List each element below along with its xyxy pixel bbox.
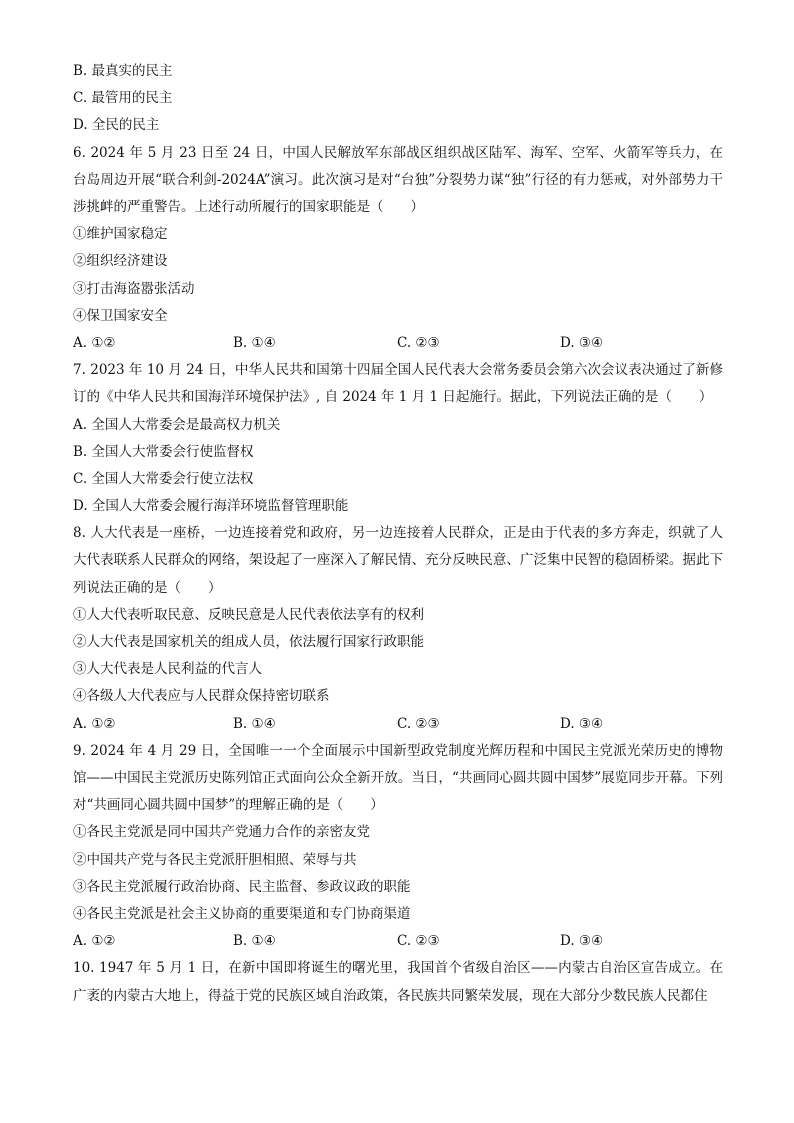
q7-stem: 7. 2023 年 10 月 24 日，中华人民共和国第十四届全国人民代表大会常务委员会第六次会议表决通过了新修订的《中华人民共和国海洋环境保护法》, 自 2024 年 1 月 1 日起施行。据此，下列说法正确的是（ ）: [73, 362, 723, 406]
q8-item-4: ④各级人大代表应与人民群众保持密切联系: [73, 688, 330, 705]
q9-choice-a: A. ①②: [73, 933, 116, 950]
q8-item-2: ②人大代表是国家机关的组成人员，依法履行国家行政职能: [73, 634, 424, 651]
q7-option-d: D. 全国人大常委会履行海洋环境监督管理职能: [73, 498, 349, 515]
q9-choices: [73, 928, 723, 955]
q9-item-4: ④各民主党派是社会主义协商的重要渠道和专门协商渠道: [73, 905, 411, 922]
q5-option-b: B. 最真实的民主: [73, 63, 173, 79]
q9-item-3: ③各民主党派履行政治协商、民主监督、参政议政的职能: [73, 878, 411, 895]
q8-item-1: ①人大代表听取民意、反映民意是人民代表依法享有的权利: [73, 606, 424, 623]
q8-choice-d: D. ③④: [560, 715, 604, 732]
q6-stem: 6. 2024 年 5 月 23 日至 24 日，中国人民解放军东部战区组织战区陆军、海军、空军、火箭军等兵力，在台岛周边开展“联合利剑-2024A”演习。此次演习是对“台独”分裂势力谋“独”行径的有力惩戒，对外部势力干涉挑衅的严重警告。上述行动所履行的国家职能是（ ）: [73, 144, 723, 215]
q9-stem: 9. 2024 年 4 月 29 日，全国唯一一个全面展示中国新型政党制度光辉历程和中国民主党派光荣历史的博物馆——中国民主党派历史陈列馆正式面向公众全新开放。当日，“共画同心圆共圆中国梦”展览同步开幕。下列对“共画同心圆共圆中国梦”的理解正确的是（ ）: [73, 742, 723, 814]
q7-option-b: B. 全国人大常委会行使监督权: [73, 443, 254, 460]
q7-option-a: A. 全国人大常委会是最高权力机关: [73, 416, 281, 433]
q6-item-4: ④保卫国家安全: [73, 307, 168, 324]
q5-option-d: D. 全民的民主: [73, 117, 160, 134]
page-content: [73, 58, 723, 1010]
q8-choice-b: B. ①④: [233, 715, 276, 732]
q6-item-3: ③打击海盗嚣张活动: [73, 280, 195, 297]
q6-choices: [73, 330, 723, 357]
q9-choice-c: C. ②③: [397, 933, 440, 950]
q9-item-1: ①各民主党派是同中国共产党通力合作的亲密友党: [73, 824, 370, 841]
q6-choice-c: C. ②③: [397, 334, 440, 351]
q6-item-2: ②组织经济建设: [73, 253, 168, 270]
q8-choice-a: A. ①②: [73, 715, 116, 732]
q5-option-c: C. 最管用的民主: [73, 90, 173, 107]
q10-stem: 10. 1947 年 5 月 1 日，在新中国即将诞生的曙光里，我国首个省级自治区——内蒙古自治区宣告成立。在广袤的内蒙古大地上，得益于党的民族区域自治政策，各民族共同繁荣发展，现在大部分少数民族人民都住: [73, 960, 723, 1004]
q7-option-c: C. 全国人大常委会行使立法权: [73, 470, 254, 487]
q8-item-3: ③人大代表是人民利益的代言人: [73, 661, 262, 678]
q9-choice-b: B. ①④: [233, 933, 276, 950]
q6-item-1: ①维护国家稳定: [73, 226, 168, 243]
q9-item-2: ②中国共产党与各民主党派肝胆相照、荣辱与共: [73, 851, 357, 868]
q8-choice-c: C. ②③: [397, 715, 440, 732]
q8-choices: [73, 711, 723, 738]
q6-choice-d: D. ③④: [560, 334, 604, 351]
q9-choice-d: D. ③④: [560, 933, 604, 950]
q6-choice-a: A. ①②: [73, 334, 116, 351]
q6-choice-b: B. ①④: [233, 334, 276, 351]
q8-stem: 8. 人大代表是一座桥，一边连接着党和政府，另一边连接着人民群众，正是由于代表的多方奔走，织就了人大代表联系人民群众的网络，架设起了一座深入了解民情、充分反映民意、广泛集中民智的稳固桥梁。据此下列说法正确的是（ ）: [73, 525, 723, 596]
